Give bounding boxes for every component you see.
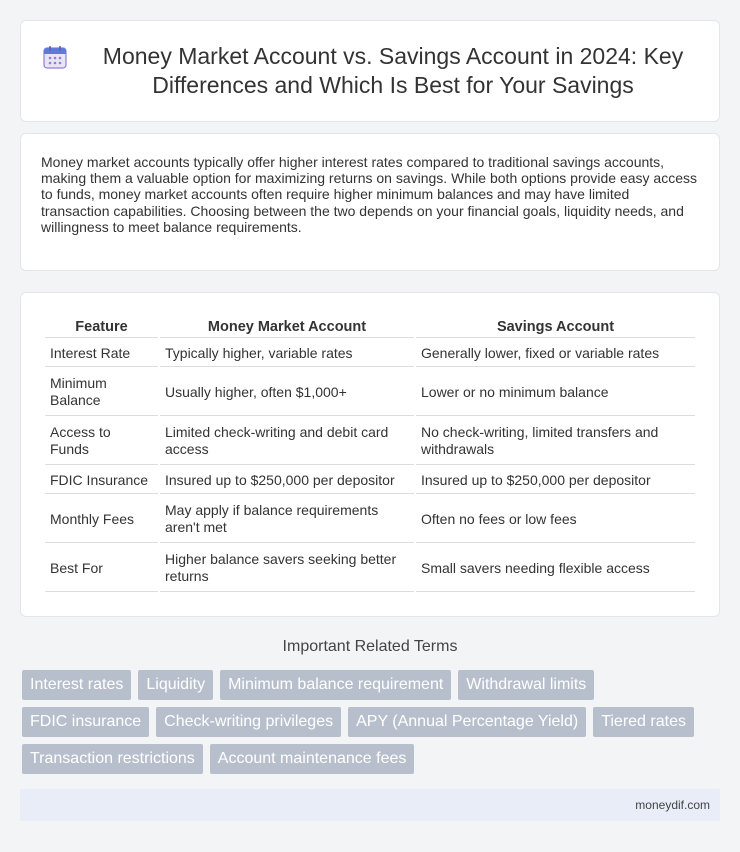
header-savings: Savings Account bbox=[416, 315, 695, 338]
tag-check-writing-privileges[interactable]: Check-writing privileges bbox=[156, 707, 341, 737]
table-cell: May apply if balance requirements aren't met bbox=[160, 496, 414, 543]
table-cell: Lower or no minimum balance bbox=[416, 369, 695, 416]
tag-tiered-rates[interactable]: Tiered rates bbox=[593, 707, 694, 737]
table-cell: Access to Funds bbox=[45, 418, 158, 465]
table-row bbox=[45, 467, 695, 494]
table-row bbox=[45, 496, 695, 543]
title-wrap bbox=[21, 21, 719, 121]
table-row bbox=[45, 418, 695, 465]
tag-fdic-insurance[interactable]: FDIC insurance bbox=[22, 707, 149, 737]
footer bbox=[20, 789, 720, 821]
related-terms-title: Important Related Terms bbox=[282, 638, 458, 655]
header-feature: Feature bbox=[45, 315, 158, 338]
table-cell: No check-writing, limited transfers and withdrawals bbox=[416, 418, 695, 465]
comparison-table-card bbox=[20, 292, 720, 617]
title-card bbox=[20, 20, 720, 122]
table-cell: Limited check-writing and debit card access bbox=[160, 418, 414, 465]
table-cell: Monthly Fees bbox=[45, 496, 158, 543]
table-cell: Insured up to $250,000 per depositor bbox=[416, 467, 695, 494]
related-terms-tags bbox=[22, 670, 722, 781]
calendar-icon bbox=[42, 44, 68, 70]
table-row bbox=[45, 369, 695, 416]
header-money-market: Money Market Account bbox=[160, 315, 414, 338]
tag-withdrawal-limits[interactable]: Withdrawal limits bbox=[458, 670, 594, 700]
table-cell: Usually higher, often $1,000+ bbox=[160, 369, 414, 416]
footer-site-link[interactable]: moneydif.com bbox=[635, 798, 710, 812]
comparison-table bbox=[43, 313, 697, 594]
table-cell: Higher balance savers seeking better returns bbox=[160, 545, 414, 592]
table-cell: FDIC Insurance bbox=[45, 467, 158, 494]
table-cell: Interest Rate bbox=[45, 340, 158, 367]
table-row bbox=[45, 545, 695, 592]
tag-account-maintenance-fees[interactable]: Account maintenance fees bbox=[210, 744, 415, 774]
table-cell: Typically higher, variable rates bbox=[160, 340, 414, 367]
table-header-row bbox=[45, 315, 695, 338]
table-cell: Minimum Balance bbox=[45, 369, 158, 416]
table-cell: Generally lower, fixed or variable rates bbox=[416, 340, 695, 367]
page-title: Money Market Account vs. Savings Account in 2024: Key Differences and Which Is Best for Your Savings bbox=[102, 43, 684, 98]
tag-minimum-balance-requirement[interactable]: Minimum balance requirement bbox=[220, 670, 451, 700]
table-cell: Often no fees or low fees bbox=[416, 496, 695, 543]
table-cell: Small savers needing flexible access bbox=[416, 545, 695, 592]
table-cell: Best For bbox=[45, 545, 158, 592]
tag-liquidity[interactable]: Liquidity bbox=[138, 670, 213, 700]
table-row bbox=[45, 340, 695, 367]
table-cell: Insured up to $250,000 per depositor bbox=[160, 467, 414, 494]
tag-interest-rates[interactable]: Interest rates bbox=[22, 670, 131, 700]
intro-paragraph: Money market accounts typically offer higher interest rates compared to traditional savings accounts, making them a valuable option for maximizing returns on savings. While both options provide easy access to funds, money market accounts often require higher minimum balances and may have limited transaction capabilities. Choosing between the two depends on your financial goals, liquidity needs, and willingness to meet balance requirements. bbox=[41, 154, 697, 235]
intro-card bbox=[20, 133, 720, 271]
tag-apy[interactable]: APY (Annual Percentage Yield) bbox=[348, 707, 586, 737]
tag-transaction-restrictions[interactable]: Transaction restrictions bbox=[22, 744, 203, 774]
